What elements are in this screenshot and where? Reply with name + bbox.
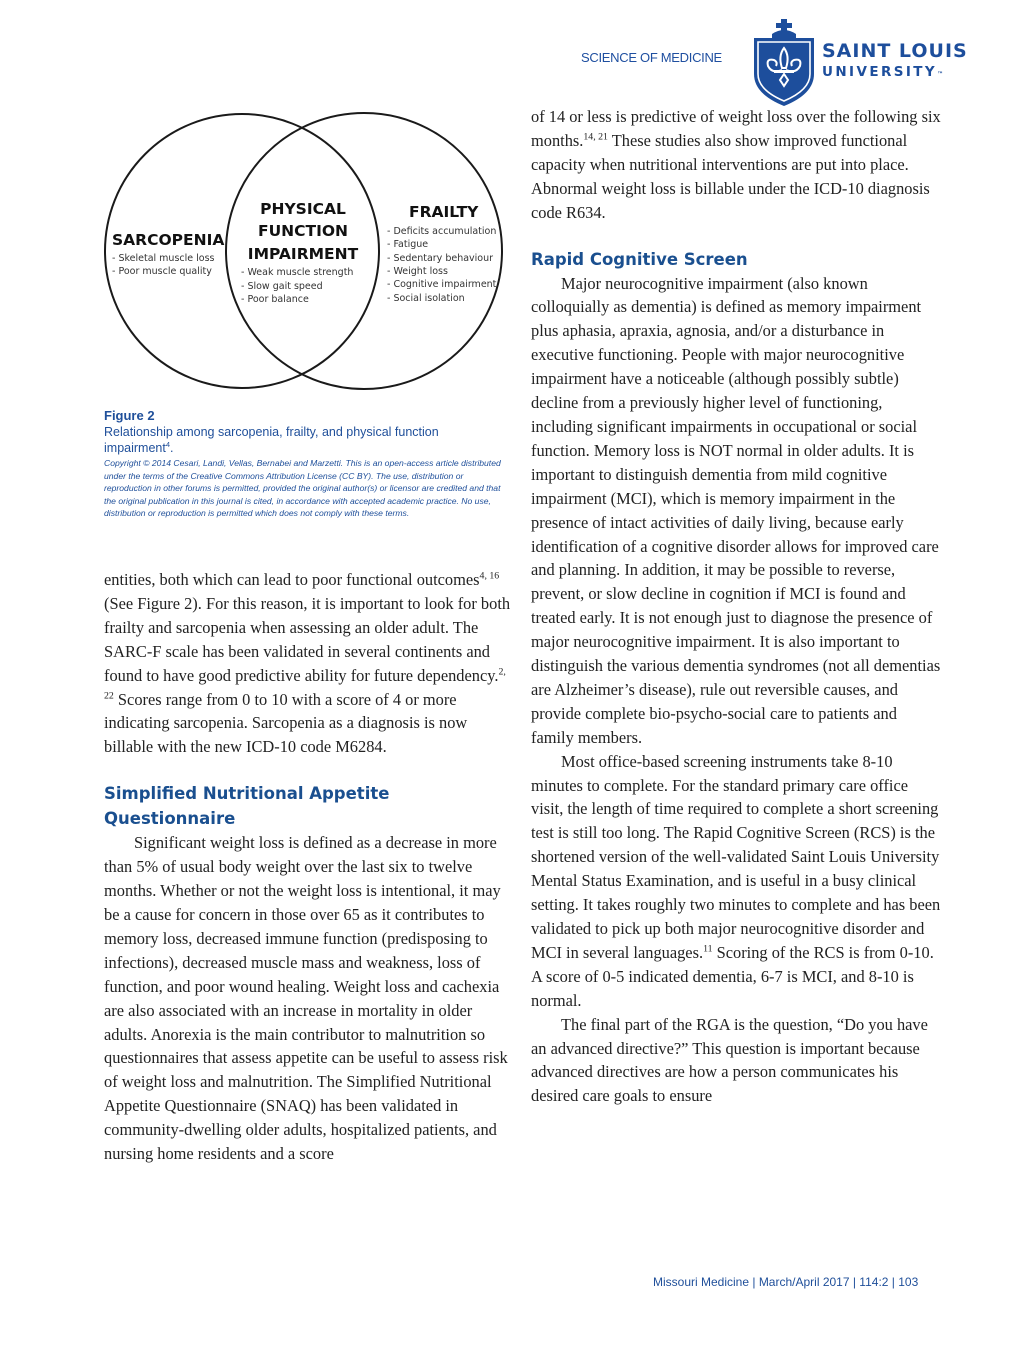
paragraph: The final part of the RGA is the question, “Do you have an advanced directive?” This question is important because advanced directives are how a person communicates his desired care goals to ensure	[531, 1014, 928, 1106]
sarcopenia-item: - Poor muscle quality	[112, 266, 212, 277]
venn-svg	[100, 105, 510, 400]
university-logo	[752, 18, 968, 106]
pfi-title-line: IMPAIRMENT	[247, 245, 359, 263]
figure-label: Figure 2	[104, 408, 155, 423]
sarcopenia-item: - Skeletal muscle loss	[112, 253, 215, 264]
pfi-item: - Poor balance	[241, 294, 309, 305]
paragraph: entities, both which can lead to poor functional outcomes$^{4, 16}$ (See Figure 2). For this reason, it is important to look for both frailty and sarcopenia when assessing an older adult. The SARC-F scale has been validated in several continents and found to have good predictive ability for future dependency.$^{2, 22}$ Scores range from 0 to 10 with a score of 4 or more indicating sarcopenia. Sarcopenia as a diagnosis is now billable with the new ICD-10 code M6284.	[104, 570, 511, 757]
figure-caption	[104, 408, 504, 520]
frailty-item: - Fatigue	[387, 239, 429, 250]
frailty-item: - Sedentary behaviour	[387, 253, 494, 264]
figure-title: Relationship among sarcopenia, frailty, and physical function impairment$^4$.	[104, 425, 439, 455]
sarcopenia-title: SARCOPENIA	[112, 231, 225, 249]
logo-text-line2: UNIVERSITY™	[822, 64, 944, 80]
frailty-item: - Weight loss	[387, 266, 448, 277]
paragraph: Most office-based screening instruments take 8-10 minutes to complete. For the standard primary care office visit, the length of time required to complete a short screening test is still too long. The Rapid Cognitive Screen (RCS) is the shortened version of the well-validated Saint Louis University Mental Status Examination, and is useful in a busy clinical setting. It takes roughly two minutes to complete and has been validated to pick up both major neurocognitive disorder and MCI in several languages.$^{11}$ Scoring of the RCS is from 0-10. A score of 0-5 indicated dementia, 6-7 is MCI, and 8-10 is normal.	[531, 751, 941, 1010]
paragraph: Major neurocognitive impairment (also known colloquially as dementia) is defined as memory impairment plus aphasia, apraxia, agnosia, and/or a disturbance in executive functioning. People with major neurocognitive impairment have a noticeable (although possibly subtle) decline from a previously higher level of functioning, including significant impairments in occupational or social function. Memory loss is NOT normal in older adults. It is important to distinguish dementia from mild cognitive impairment (MCI), which is memory impairment in the presence of intact activities of daily living, because early identification of a cognitive disorder allows for improved care and planning. In addition, it may be possible to reverse, prevent, or slow decline in cognition if MCI is found and treated early. It is not enough just to diagnose the presence of major neurocognitive impairment. It is also important to distinguish the various dementia syndromes (not all dementias are Alzheimer’s disease), rule out reversible causes, and provide complete bio-psycho-social care to patients and family members.	[531, 273, 941, 747]
paragraph: of 14 or less is predictive of weight loss over the following six months.$^{14, 21}$ These studies also show improved functional capacity when nutritional interventions are put into place. Abnormal weight loss is billable under the ICD-10 diagnosis code R634.	[531, 107, 941, 222]
frailty-item: - Deficits accumulation	[387, 226, 497, 237]
page-footer: Missouri Medicine | March/April 2017 | 114:2 | 103	[653, 1275, 919, 1289]
pfi-item: - Weak muscle strength	[241, 267, 354, 278]
section-label: SCIENCE OF MEDICINE	[581, 50, 722, 65]
logo-text-line1: SAINT LOUIS	[822, 40, 968, 62]
frailty-title: FRAILTY	[409, 203, 479, 221]
frailty-item: - Cognitive impairment	[387, 279, 497, 290]
section-heading: Simplified Nutritional Appetite Questionnaire	[104, 784, 390, 829]
pfi-title-line: PHYSICAL	[260, 200, 346, 218]
pfi-title-line: FUNCTION	[257, 222, 349, 240]
section-heading: Rapid Cognitive Screen	[531, 249, 748, 269]
right-column	[531, 105, 943, 1108]
paragraph: Significant weight loss is defined as a decrease in more than 5% of usual body weight over the last six to twelve months. Whether or not the weight loss is intentional, it may be a cause for concern in those over 65 as it contributes to memory loss, decreased immune function (predisposing to infections), decreased muscle mass and weakness, loss of function, and poor wound healing. Weight loss and cachexia are also associated with an increase in mortality in older adults. Anorexia is the main contributor to malnutrition so questionnaires that assess appetite can be useful to assess risk of weight loss and malnutrition. The Simplified Nutritional Appetite Questionnaire (SNAQ) has been validated in community-dwelling older adults, hospitalized patients, and nursing home residents and a score	[104, 833, 508, 1164]
venn-diagram	[100, 105, 510, 400]
fleur-de-lis-shield-icon	[752, 18, 816, 106]
left-column	[104, 568, 516, 1166]
pfi-item: - Slow gait speed	[241, 281, 323, 292]
frailty-item: - Social isolation	[387, 293, 465, 304]
figure-copyright: Copyright © 2014 Cesari, Landi, Vellas, Bernabei and Marzetti. This is an open-access article distributed under the terms of the Creative Commons Attribution License (CC BY). The use, distribution or reproduction in other forums is permitted, provided the original author(s) or licensor are credited and that the original publication in this journal is cited, in accordance with accepted academic practice. No use, distribution or reproduction is permitted which does not comply with these terms.	[104, 458, 501, 519]
